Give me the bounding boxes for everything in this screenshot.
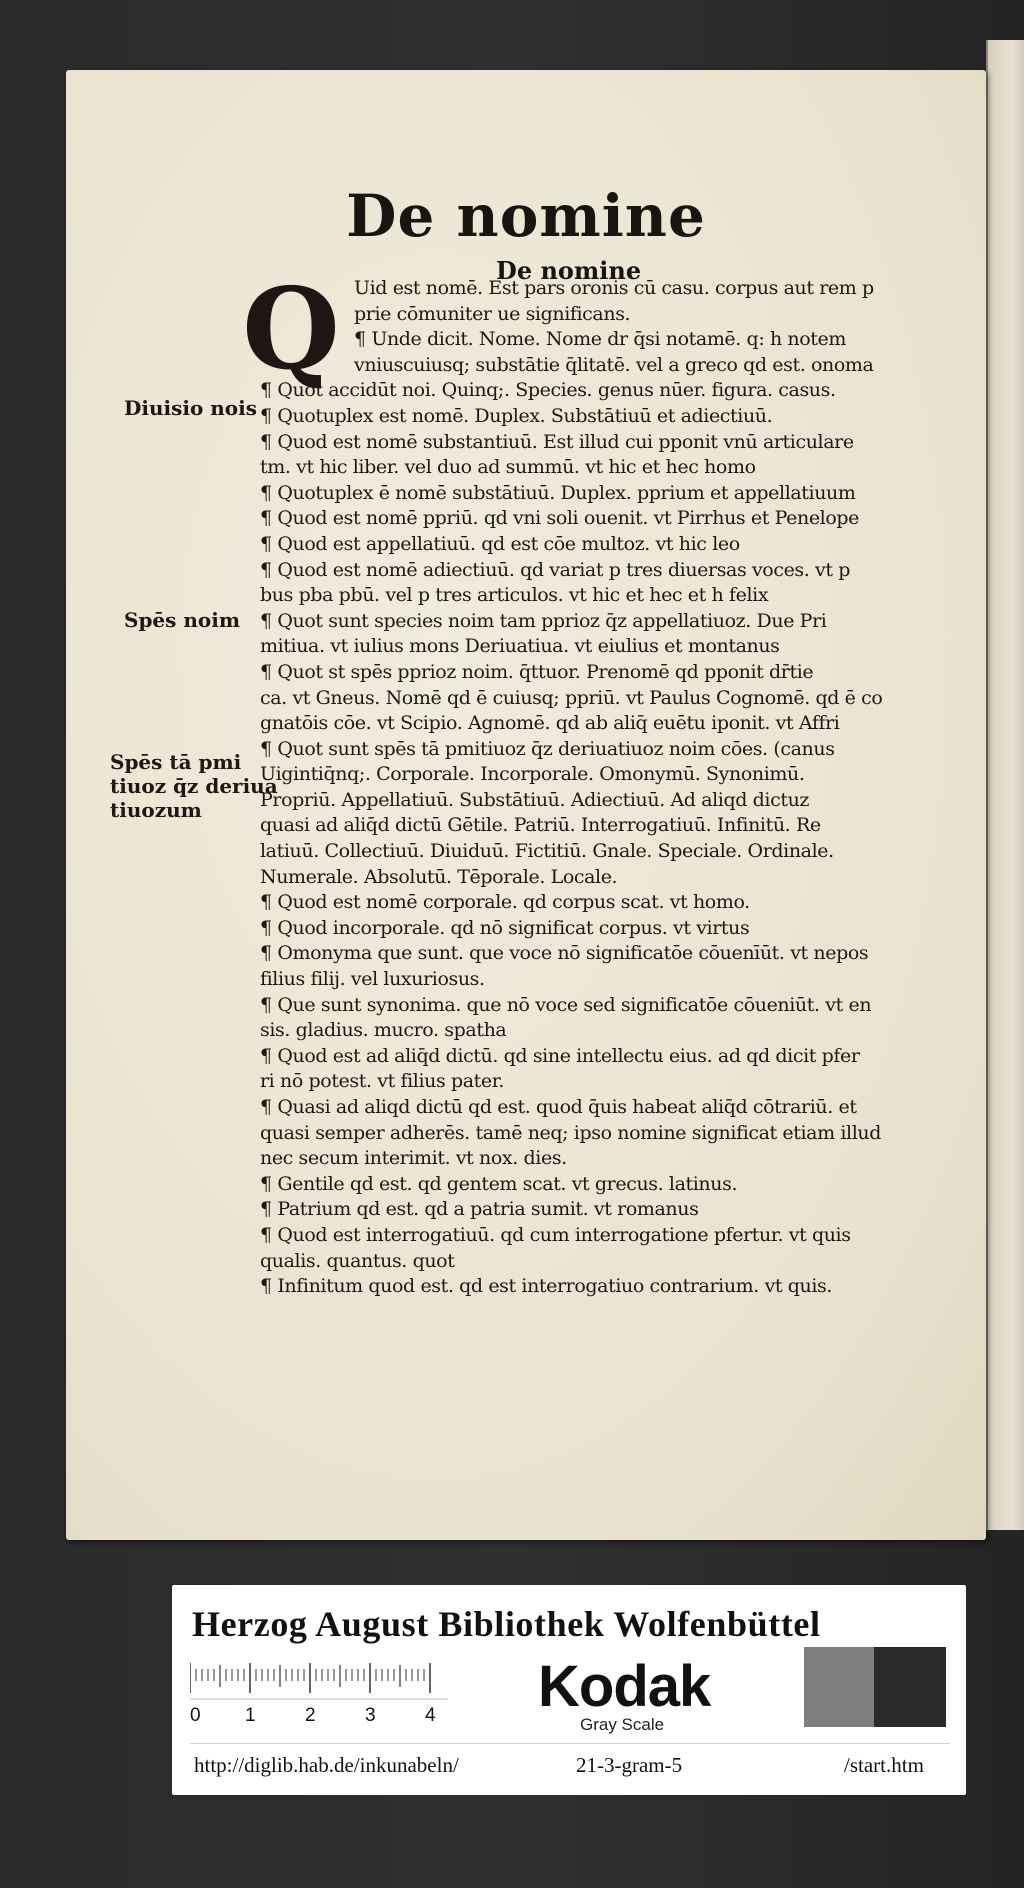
text-line: ¶ Quod est nomē ppriū. qd vni soli ouenit. vt Pirrhus et Penelope [260, 507, 860, 530]
facing-page-edge [986, 40, 1024, 1530]
color-target-card [172, 1585, 966, 1795]
ruler-label-3: 3 [365, 1705, 376, 1725]
divider [190, 1743, 950, 1744]
margin-note-species: Spēs noim [124, 608, 241, 632]
text-line: filius filij. vel luxuriosus. [260, 968, 485, 991]
text-line: quasi ad aliq̄d dictū Gētile. Patriū. Interrogatiuū. Infinitū. Re [260, 814, 821, 837]
text-line: ¶ Patrium qd est. qd a patria sumit. vt romanus [260, 1198, 699, 1221]
text-line: quasi semper adherēs. tamē neq; ipso nomine significat etiam illud [260, 1121, 881, 1144]
shelfmark: 21-3-gram-5 [576, 1753, 683, 1777]
text-line: ca. vt Gneus. Nomē qd ē cuiusq; ppriū. vt Paulus Cognomē. qd ē co [260, 686, 883, 709]
text-line: Uigintiq̄nq;. Corporale. Incorporale. Omonymū. Synonimū. [260, 763, 805, 786]
url-prefix: http://diglib.hab.de/inkunabeln/ [194, 1753, 459, 1777]
library-name: Herzog August Bibliothek Wolfenbüttel [192, 1604, 821, 1644]
drop-cap-initial: Q [242, 264, 340, 395]
text-line: ¶ Quasi ad aliqd dictū qd est. quod q̄uis habeat aliq̄d cōtrariū. et [260, 1096, 857, 1118]
text-line: ¶ Quotuplex est nomē. Duplex. Substātiuū et adiectiuū. [260, 404, 773, 427]
text-line: ¶ Quod est nomē corporale. qd corpus scat. vt homo. [260, 891, 750, 914]
url-suffix: /start.htm [844, 1753, 924, 1777]
text-line: tm. vt hic liber. vel duo ad summū. vt hic et hec homo [260, 456, 756, 479]
gray-swatch-mid [804, 1647, 874, 1727]
text-line: mitiua. vt iulius mons Deriuatiua. vt eiulius et montanus [260, 635, 780, 658]
ruler-scale [190, 1659, 450, 1725]
text-line: ¶ Quod est nomē substantiuū. Est illud cui pponit vnū articulare [260, 430, 854, 453]
text-line: ¶ Quod est nomē adiectiuū. qd variat p tres diuersas voces. vt p [260, 558, 851, 581]
ruler-label-4: 4 [425, 1705, 436, 1725]
ruler-label-2: 2 [305, 1705, 316, 1725]
text-line: sis. gladius. mucro. spatha [260, 1019, 507, 1042]
text-line: nec secum interimit. vt nox. dies. [260, 1147, 567, 1170]
text-line: ¶ Que sunt synonima. que nō voce sed significatōe cōueniūt. vt en [260, 993, 872, 1016]
text-line: ¶ Quotuplex ē nomē substātiuū. Duplex. pprium et appellatiuum [260, 481, 856, 504]
text-line: ri nō potest. vt filius pater. [260, 1070, 504, 1093]
text-line: qualis. quantus. quot [260, 1249, 455, 1272]
ruler-label-0: 0 [190, 1705, 201, 1725]
text-line: ¶ Quod est appellatiuū. qd est cōe multoz. vt hic leo [260, 532, 740, 555]
gray-scale-label: Gray Scale [580, 1715, 665, 1734]
text-line: ¶ Quot sunt spēs tā pmitiuoz q̄z deriuatiuoz noim cōes. (canus [260, 737, 835, 760]
body-text [260, 276, 972, 1300]
text-line: vniuscuiusq; substātie q̄litatē. vel a greco qd est. onoma [354, 353, 874, 376]
kodak-logo: Kodak [538, 1654, 711, 1719]
text-line: ¶ Quod incorporale. qd nō significat corpus. vt virtus [260, 916, 750, 939]
text-line: ¶ Quod est interrogatiuū. qd cum interrogatione pfertur. vt quis [260, 1223, 851, 1246]
text-line: ¶ Quod est ad aliq̄d dictū. qd sine intellectu eius. ad qd dicit pfer [260, 1044, 860, 1067]
text-line: prie cōmuniter ue significans. [354, 302, 631, 325]
text-line: ¶ Quot sunt species noim tam pprioz q̄z appellatiuoz. Due Pri [260, 609, 827, 632]
margin-note-divisio: Diuisio nois [124, 396, 257, 420]
margin-note-species-primitive-2: tiuoz q̄z deriua [110, 774, 278, 798]
text-line: ¶ Unde dicit. Nome. Nome dr q̄si notamē. q: h notem [354, 328, 847, 351]
text-line: Numerale. Absolutū. Tēporale. Locale. [260, 865, 618, 888]
text-line: latiuū. Collectiuū. Diuiduū. Fictitiū. Gnale. Speciale. Ordinale. [260, 840, 834, 863]
text-line: ¶ Omonyma que sunt. que voce nō significatōe cōuenīūt. vt nepos [260, 942, 869, 965]
text-line: Uid est nomē. Est pars oronis cū casu. corpus aut rem p [354, 277, 874, 299]
text-line: ¶ Infinitum quod est. qd est interrogatiuo contrarium. vt quis. [260, 1275, 833, 1298]
page-title: De nomine [346, 182, 706, 250]
text-line: ¶ Quot accidūt noi. Quinq;. Species. genus nūer. figura. casus. [260, 379, 836, 402]
text-line: Propriū. Appellatiuū. Substātiuū. Adiectiuū. Ad aliqd dictuz [260, 788, 810, 811]
section-heading: De nomine [496, 256, 642, 285]
text-line: gnatōis cōe. vt Scipio. Agnomē. qd ab aliq̄ euētu iponit. vt Affri [260, 712, 840, 735]
book-page [66, 70, 986, 1540]
margin-note-species-primitive-3: tiuozum [110, 798, 202, 822]
text-line: bus pba pbū. vel p tres articulos. vt hic et hec et h felix [260, 584, 769, 607]
margin-note-species-primitive-1: Spēs tā pmi [110, 750, 242, 774]
text-line: ¶ Quot st spēs pprioz noim. q̄ttuor. Prenomē qd pponit dr̄tie [260, 660, 814, 683]
text-line: ¶ Gentile qd est. qd gentem scat. vt grecus. latinus. [260, 1172, 738, 1195]
ruler-label-1: 1 [245, 1705, 256, 1725]
gray-swatch-dark [874, 1647, 946, 1727]
